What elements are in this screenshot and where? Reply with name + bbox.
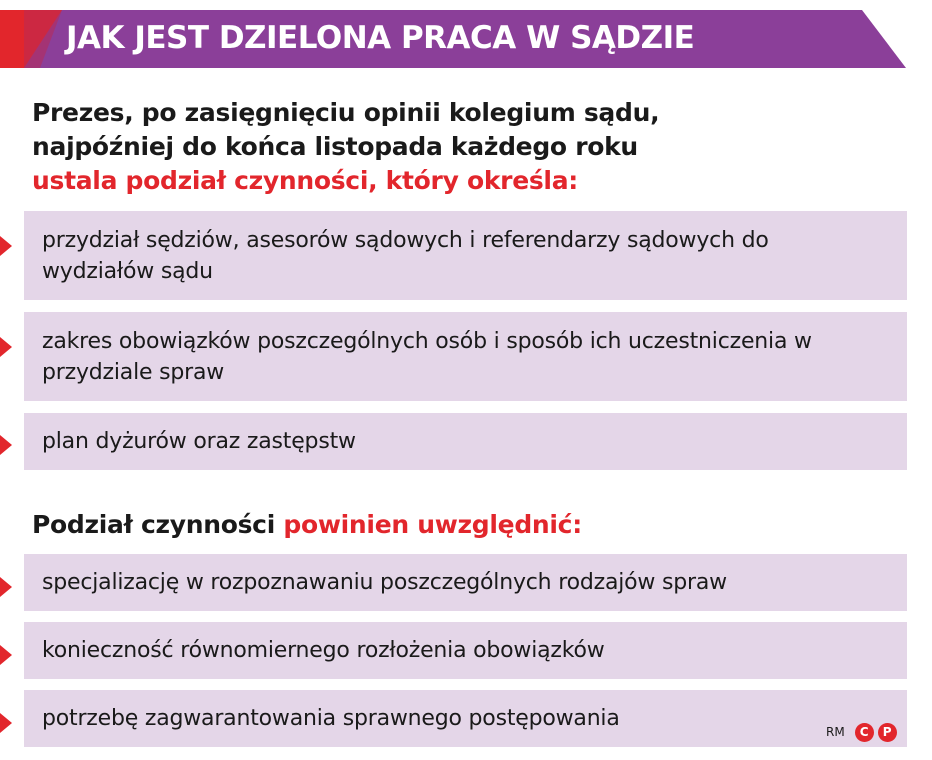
list-item [24,413,907,470]
list-item-text: plan dyżurów oraz zastępstw [42,429,356,454]
list-item [24,690,907,747]
author-initials: RM [826,725,845,739]
intro-paragraph [32,96,902,198]
list-item-text: zakres obowiązków poszczególnych osób i sposób ich uczestniczenia w przydziale spraw [42,328,812,385]
bullet-arrow-icon [0,435,12,455]
list-item-text: potrzebę zagwarantowania sprawnego postępowania [42,706,620,731]
section-heading-plain: Podział czynności [32,510,275,539]
intro-line-1: Prezes, po zasięgnięciu opinii kolegium sądu, [32,98,660,127]
intro-line-2: najpóźniej do końca listopada każdego roku [32,132,638,161]
intro-line-3-accent: ustala podział czynności, który określa: [32,166,578,195]
copyright-icon: C [855,723,874,742]
title-banner [0,10,906,68]
section-heading [32,508,902,542]
page-title: JAK JEST DZIELONA PRACA W SĄDZIE [66,20,695,56]
bullet-arrow-icon [0,713,12,733]
list-item-text: specjalizację w rozpoznawaniu poszczególnych rodzajów spraw [42,570,727,595]
list-item [24,554,907,611]
list-item [24,312,907,401]
list-item-text: przydział sędziów, asesorów sądowych i referendarzy sądowych do wydziałów sądu [42,227,769,284]
publisher-logo-icon: P [878,723,897,742]
list-item [24,211,907,300]
bullet-arrow-icon [0,645,12,665]
credit-mark [826,722,897,742]
bullet-arrow-icon [0,236,12,256]
list-item [24,622,907,679]
section-heading-accent: powinien uwzględnić: [283,510,582,539]
list-item-text: konieczność równomiernego rozłożenia obowiązków [42,638,605,663]
bullet-arrow-icon [0,577,12,597]
bullet-arrow-icon [0,337,12,357]
